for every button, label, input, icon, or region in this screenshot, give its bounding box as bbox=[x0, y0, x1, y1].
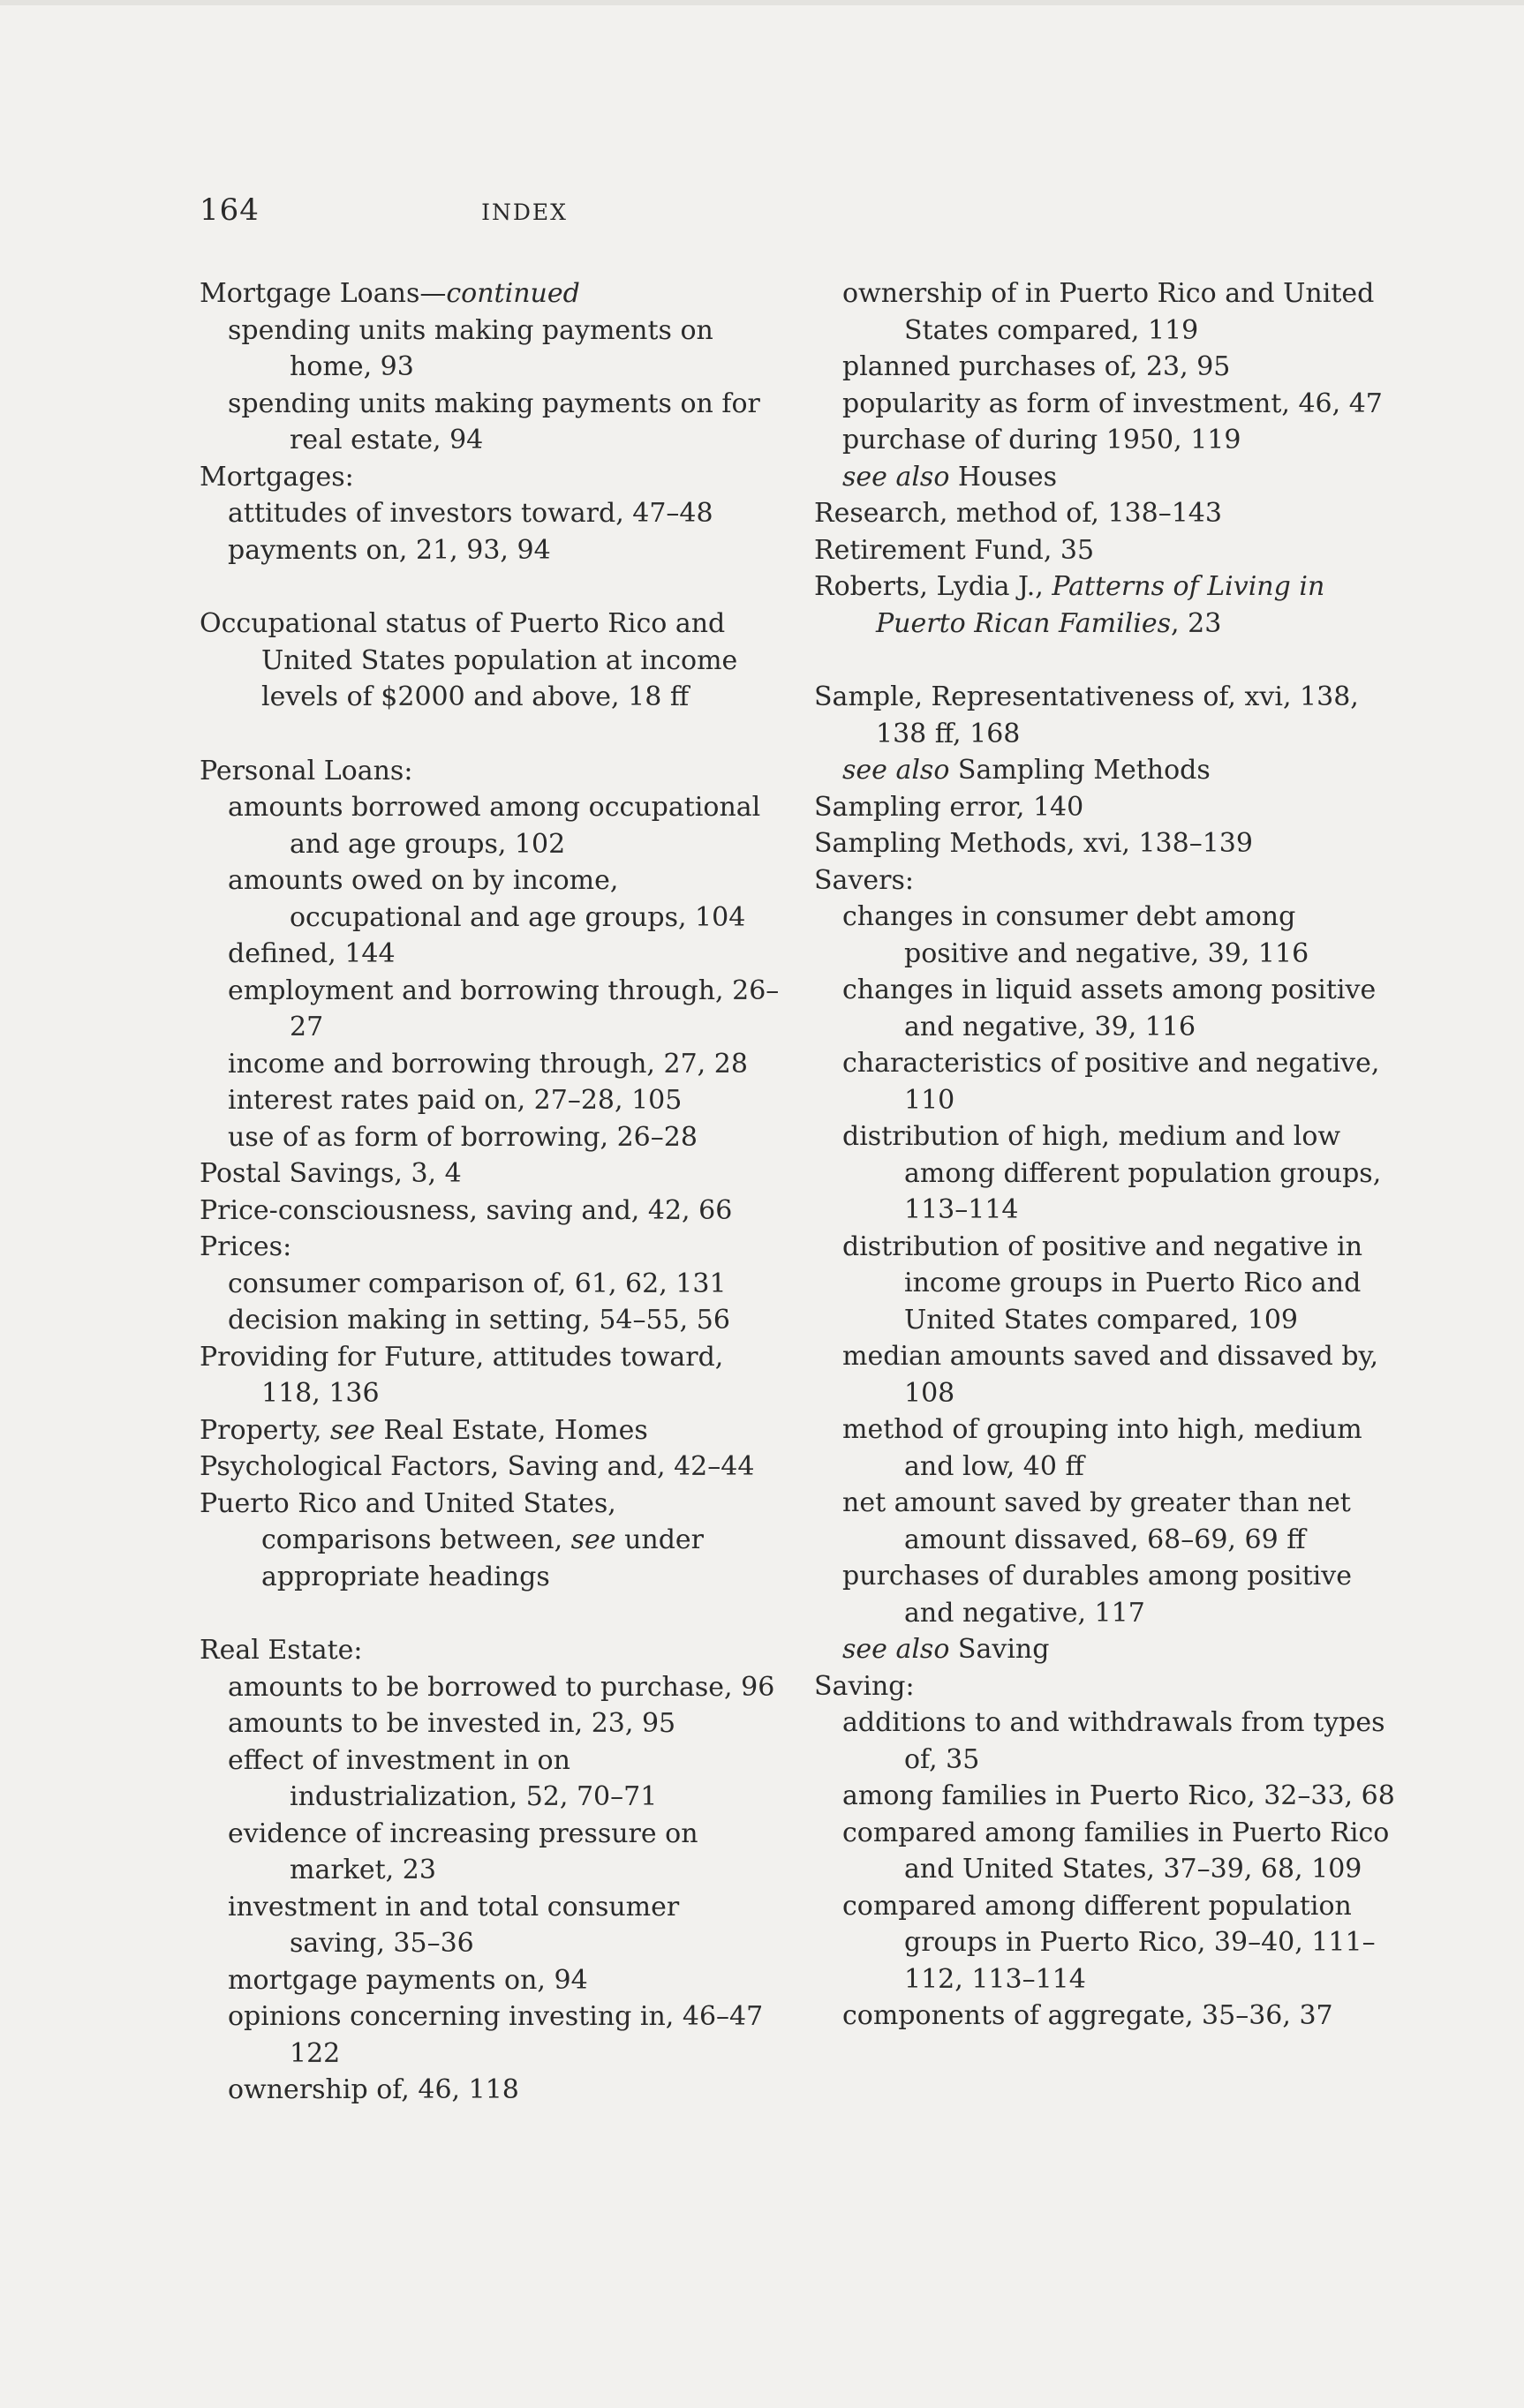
entry-text: distribution of positive and negative in income groups in Puerto Rico and United States compared, 109 bbox=[842, 1230, 1363, 1336]
entry-text: purchase of during 1950, 119 bbox=[842, 425, 1241, 455]
index-subentry bbox=[228, 789, 782, 862]
index-heading bbox=[814, 532, 1397, 569]
index-heading bbox=[200, 1193, 782, 1230]
entry-text: Property, bbox=[200, 1414, 330, 1446]
index-subentry bbox=[842, 1778, 1397, 1815]
index-heading bbox=[814, 1668, 1397, 1705]
entry-text: attitudes of investors toward, 47–48 bbox=[228, 498, 713, 529]
entry-text: effect of investment in on industrialization, 52, 70–71 bbox=[228, 1744, 658, 1812]
index-subentry bbox=[228, 862, 782, 936]
entry-text: among families in Puerto Rico, 32–33, 68 bbox=[842, 1780, 1395, 1811]
entry-text: planned purchases of, 23, 95 bbox=[842, 351, 1231, 382]
entry-text: spending units making payments on for real estate, 94 bbox=[228, 388, 760, 455]
entry-text: characteristics of positive and negative, 110 bbox=[842, 1048, 1380, 1116]
entry-gap bbox=[200, 568, 782, 606]
entry-text: Real Estate: bbox=[200, 1635, 363, 1666]
entry-text: Sampling Methods, xvi, 138–139 bbox=[814, 828, 1253, 859]
index-heading bbox=[200, 1229, 782, 1266]
index-heading bbox=[200, 1486, 782, 1596]
index-subentry bbox=[842, 1815, 1397, 1888]
index-subentry bbox=[228, 1302, 782, 1339]
index-subentry bbox=[842, 349, 1397, 386]
index-subentry bbox=[842, 1631, 1397, 1668]
entry-text: median amounts saved and dissaved by, 108 bbox=[842, 1341, 1379, 1409]
entry-text: distribution of high, medium and low among different population groups, 113–114 bbox=[842, 1121, 1382, 1225]
entry-text-continued: under appropriate headings bbox=[261, 1524, 705, 1592]
entry-text: additions to and withdrawals from types of, 35 bbox=[842, 1707, 1385, 1775]
entry-text: changes in consumer debt among positive and negative, 39, 116 bbox=[842, 901, 1309, 969]
entry-text: Personal Loans: bbox=[200, 755, 413, 786]
entry-text: income and borrowing through, 27, 28 bbox=[228, 1048, 748, 1080]
index-subentry bbox=[842, 275, 1397, 349]
index-subentry bbox=[228, 1816, 782, 1889]
index-subentry bbox=[842, 752, 1397, 789]
entry-text: consumer comparison of, 61, 62, 131 bbox=[228, 1268, 727, 1299]
index-subentry bbox=[228, 386, 782, 459]
index-subentry bbox=[228, 1046, 782, 1083]
index-subentry bbox=[228, 1669, 782, 1706]
entry-italic-text: see bbox=[570, 1524, 616, 1555]
index-heading bbox=[814, 825, 1397, 862]
running-title: INDEX bbox=[481, 199, 568, 225]
index-subentry bbox=[842, 1118, 1397, 1229]
entry-text: employment and borrowing through, 26–27 bbox=[228, 974, 780, 1042]
index-heading bbox=[814, 862, 1397, 899]
entry-text: changes in liquid assets among positive and negative, 39, 116 bbox=[842, 974, 1377, 1042]
entry-text: Price-consciousness, saving and, 42, 66 bbox=[200, 1194, 733, 1226]
index-column-right bbox=[814, 275, 1397, 2035]
cross-reference-label: see also bbox=[842, 1634, 950, 1665]
index-subentry bbox=[228, 1962, 782, 1999]
entry-text: defined, 144 bbox=[228, 938, 396, 969]
entry-text: evidence of increasing pressure on market, 23 bbox=[228, 1817, 698, 1885]
index-heading bbox=[814, 679, 1397, 752]
index-heading bbox=[200, 1155, 782, 1193]
index-heading bbox=[200, 606, 782, 716]
index-subentry bbox=[842, 1485, 1397, 1558]
entry-text: investment in and total consumer saving, 35–36 bbox=[228, 1891, 680, 1959]
entry-text: Roberts, Lydia J., bbox=[814, 571, 1052, 602]
index-subentry bbox=[842, 972, 1397, 1045]
entry-text: mortgage payments on, 94 bbox=[228, 1964, 588, 1996]
index-subentry bbox=[842, 1704, 1397, 1778]
entry-text: compared among families in Puerto Rico and United States, 37–39, 68, 109 bbox=[842, 1817, 1390, 1885]
entry-text: Prices: bbox=[200, 1231, 292, 1262]
index-column-left bbox=[200, 275, 782, 2109]
index-subentry bbox=[228, 1742, 782, 1816]
entry-text: amounts to be invested in, 23, 95 bbox=[228, 1708, 676, 1739]
entry-text-continued: , 23 bbox=[1171, 607, 1222, 639]
index-subentry bbox=[842, 1998, 1397, 2035]
entry-text: Sampling Methods bbox=[949, 755, 1211, 786]
index-subentry bbox=[228, 532, 782, 569]
index-heading bbox=[814, 568, 1397, 642]
index-heading bbox=[200, 1412, 782, 1449]
index-heading bbox=[200, 753, 782, 790]
entry-text: payments on, 21, 93, 94 bbox=[228, 534, 551, 566]
index-subentry bbox=[842, 1338, 1397, 1411]
entry-text: interest rates paid on, 27–28, 105 bbox=[228, 1085, 683, 1116]
entry-text: Saving: bbox=[814, 1670, 915, 1702]
index-heading bbox=[200, 1449, 782, 1486]
index-subentry bbox=[842, 1411, 1397, 1485]
index-subentry bbox=[842, 1558, 1397, 1631]
entry-text: ownership of, 46, 118 bbox=[228, 2074, 519, 2105]
entry-italic-suffix: continued bbox=[446, 278, 580, 309]
index-subentry bbox=[842, 386, 1397, 423]
index-subentry bbox=[842, 1045, 1397, 1118]
entry-italic-text: see bbox=[329, 1414, 375, 1446]
index-heading bbox=[200, 1632, 782, 1669]
entry-text: method of grouping into high, medium and low, 40 ff bbox=[842, 1414, 1362, 1482]
entry-text: Research, method of, 138–143 bbox=[814, 498, 1222, 529]
entry-text: use of as form of borrowing, 26–28 bbox=[228, 1121, 698, 1153]
index-subentry bbox=[228, 973, 782, 1046]
entry-text: purchases of durables among positive and negative, 117 bbox=[842, 1561, 1352, 1629]
index-subentry bbox=[228, 936, 782, 973]
index-subentry bbox=[228, 1266, 782, 1303]
entry-text: Providing for Future, attitudes toward, 118, 136 bbox=[200, 1341, 724, 1409]
entry-text: Occupational status of Puerto Rico and United States population at income levels of $2000 and above, 18 ff bbox=[200, 608, 738, 712]
entry-text: Houses bbox=[949, 461, 1058, 493]
index-subentry bbox=[228, 1082, 782, 1119]
page-number: 164 bbox=[200, 192, 260, 228]
entry-text: ownership of in Puerto Rico and United States compared, 119 bbox=[842, 278, 1375, 346]
index-subentry bbox=[228, 312, 782, 386]
entry-gap bbox=[200, 1595, 782, 1632]
index-heading bbox=[814, 789, 1397, 826]
entry-text: Mortgage Loans— bbox=[200, 278, 447, 309]
index-subentry bbox=[842, 459, 1397, 496]
page-header bbox=[200, 192, 849, 238]
entry-text: Sampling error, 140 bbox=[814, 791, 1084, 823]
entry-text: amounts owed on by income, occupational and age groups, 104 bbox=[228, 865, 746, 933]
entry-text: net amount saved by greater than net amount dissaved, 68–69, 69 ff bbox=[842, 1487, 1351, 1555]
index-subentry bbox=[228, 495, 782, 532]
index-subentry bbox=[842, 1888, 1397, 1998]
index-heading bbox=[200, 459, 782, 496]
entry-text: Sample, Representativeness of, xvi, 138, 138 ff, 168 bbox=[814, 681, 1359, 749]
index-subentry bbox=[842, 422, 1397, 459]
index-subentry bbox=[228, 2072, 782, 2109]
entry-text: Puerto Rico and United States, comparisons between, bbox=[200, 1487, 616, 1555]
entry-text: Mortgages: bbox=[200, 461, 354, 493]
entry-text: opinions concerning investing in, 46–47 122 bbox=[228, 2001, 764, 2069]
entry-text: Postal Savings, 3, 4 bbox=[200, 1158, 462, 1189]
entry-text: Saving bbox=[949, 1634, 1050, 1665]
cross-reference-label: see also bbox=[842, 461, 950, 493]
entry-gap bbox=[814, 642, 1397, 679]
page-top-edge bbox=[0, 0, 1524, 5]
index-subentry bbox=[842, 1229, 1397, 1339]
index-heading bbox=[200, 275, 782, 312]
index-heading bbox=[200, 1339, 782, 1412]
entry-text: decision making in setting, 54–55, 56 bbox=[228, 1305, 730, 1336]
entry-text: compared among different population groups in Puerto Rico, 39–40, 111–112, 113–114 bbox=[842, 1890, 1376, 1995]
index-subentry bbox=[228, 1889, 782, 1962]
entry-text: Psychological Factors, Saving and, 42–44 bbox=[200, 1451, 755, 1482]
entry-text: Savers: bbox=[814, 864, 914, 896]
entry-text: components of aggregate, 35–36, 37 bbox=[842, 2000, 1333, 2031]
entry-italic-text: Patterns of Living in Puerto Rican Families bbox=[876, 571, 1325, 639]
index-heading bbox=[814, 495, 1397, 532]
index-subentry bbox=[228, 1998, 782, 2072]
entry-text-continued: Real Estate, Homes bbox=[374, 1414, 648, 1446]
entry-text: Retirement Fund, 35 bbox=[814, 534, 1095, 566]
cross-reference-label: see also bbox=[842, 755, 950, 786]
index-subentry bbox=[842, 899, 1397, 972]
entry-text: popularity as form of investment, 46, 47 bbox=[842, 388, 1383, 419]
entry-text: amounts borrowed among occupational and age groups, 102 bbox=[228, 792, 761, 860]
entry-text: spending units making payments on home, 93 bbox=[228, 314, 713, 382]
index-subentry bbox=[228, 1705, 782, 1742]
entry-gap bbox=[200, 716, 782, 753]
index-subentry bbox=[228, 1119, 782, 1156]
entry-text: amounts to be borrowed to purchase, 96 bbox=[228, 1671, 775, 1703]
